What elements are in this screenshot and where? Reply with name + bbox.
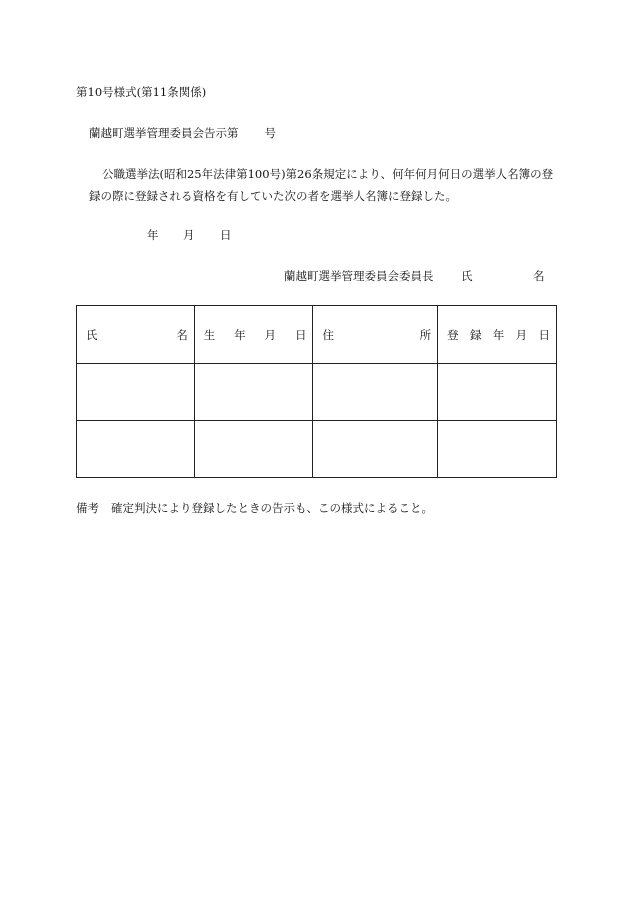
table-row <box>77 421 557 478</box>
header-address-char: 所 <box>419 327 432 342</box>
date-month: 月 <box>183 228 195 242</box>
date-year: 年 <box>147 228 159 242</box>
remark-text: 確定判決により登録したときの告示も、この様式によること。 <box>111 501 433 515</box>
header-name <box>77 306 195 364</box>
notice-body <box>76 163 560 207</box>
notice-prefix: 蘭越町選挙管理委員会告示第 <box>89 126 239 140</box>
signer-name-right: 名 <box>533 269 545 283</box>
table-cell <box>194 364 313 421</box>
body-line-2: 録の際に登録される資格を有していた次の者を選挙人名簿に登録した。 <box>89 189 457 203</box>
signer-name-left: 氏 <box>461 269 473 283</box>
registry-table <box>76 305 557 478</box>
table-cell <box>77 364 195 421</box>
notice-suffix: 号 <box>264 126 276 140</box>
remark <box>76 500 433 516</box>
header-birthdate-char: 月 <box>264 327 277 342</box>
table-cell <box>438 421 557 478</box>
header-birthdate-char: 生 <box>203 327 216 342</box>
header-registration-char: 年 <box>492 327 505 342</box>
table-cell <box>438 364 557 421</box>
date-day: 日 <box>220 228 232 242</box>
header-birthdate-char: 年 <box>234 327 246 342</box>
table-cell <box>313 364 438 421</box>
header-registration-char: 月 <box>515 327 528 342</box>
body-line-1: 公職選挙法(昭和25年法律第100号)第26条規定により、何年何月何日の選挙人名簿の登 <box>102 167 554 181</box>
header-birthdate-char: 日 <box>294 327 307 342</box>
header-registration-char: 登 <box>447 327 459 342</box>
remark-label: 備考 <box>76 501 99 515</box>
table-header-row <box>77 306 557 364</box>
header-address <box>313 306 438 364</box>
header-name-char: 氏 <box>86 327 98 342</box>
table-cell <box>194 421 313 478</box>
header-registration-char: 録 <box>469 327 482 342</box>
signer-title: 蘭越町選挙管理委員会委員長 <box>284 269 434 283</box>
header-registration-date <box>438 306 557 364</box>
header-name-char: 名 <box>176 327 188 342</box>
form-number: 第10号様式(第11条関係) <box>76 85 207 99</box>
header-address-char: 住 <box>322 327 334 342</box>
table-row <box>77 364 557 421</box>
header-registration-char: 日 <box>538 327 550 342</box>
table-cell <box>313 421 438 478</box>
header-birthdate <box>194 306 313 364</box>
date-line <box>147 227 232 243</box>
table-cell <box>77 421 195 478</box>
notice-title <box>89 125 276 141</box>
signer-line <box>284 268 545 284</box>
